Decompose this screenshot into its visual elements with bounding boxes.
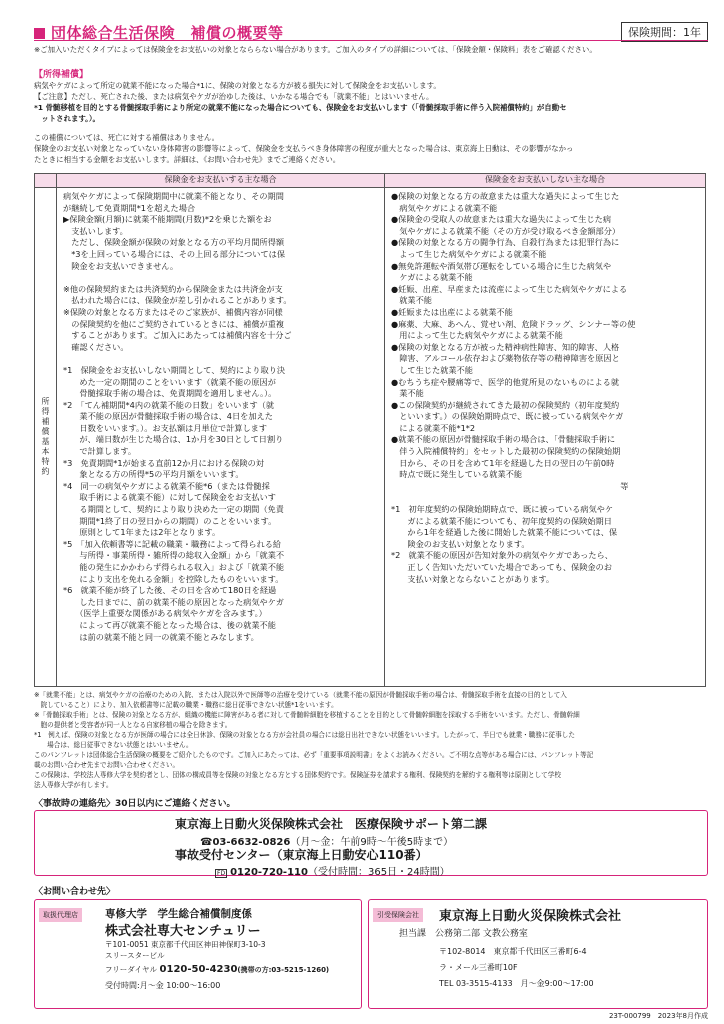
left-line: 取手術による就業不能）に対して保険金をお支払いす	[63, 492, 276, 503]
footnote-line: 場合は、総日従事できない状態とはいいません。	[34, 741, 193, 749]
left-line: の保険契約を他にご契約されているときには、補償が重複	[63, 318, 285, 329]
right-line: 険金のお支払い対象となります。	[391, 538, 530, 549]
left-line: る期間として、契約により取り決めた一定の期間（免責	[63, 504, 284, 515]
insurer-address: 〒102-8014 東京都千代田区三番町6-4	[439, 947, 587, 956]
page-title-text: 団体総合生活保険 補償の概要等	[51, 24, 284, 42]
left-line: が、端日数が生じた場合は、1か月を30日として日割り	[63, 434, 284, 445]
right-line: して生じた就業不能	[391, 364, 473, 375]
right-line: 支払い対象とならないことがあります。	[391, 573, 555, 584]
table-corner	[35, 174, 57, 188]
insurer-dept: 公務第二部 文教公務室	[435, 929, 528, 939]
right-line: 障害、アルコール依存および薬物依存等の精神障害を原因と	[391, 353, 620, 364]
left-line: *2 「てん補期間*4内の就業不能の日数」をいいます（就	[63, 399, 275, 410]
left-line: *3を上回っている場合には、その上回る部分については保	[63, 248, 286, 259]
accident-free-row	[215, 863, 450, 878]
right-line: 等	[391, 480, 629, 491]
footnote-line: 法人専修大学が有します。	[34, 781, 113, 789]
left-line: ※他の保険契約または共済契約から保険金または共済金が支	[63, 283, 283, 294]
right-line: ガによる就業不能についても、初年度契約の保険始期日	[391, 515, 612, 526]
left-line: *6 就業不能が終了した後、その日を含めて180日を経過	[63, 585, 277, 596]
left-line: により支出を免れる金額」を控除したものをいいます。	[63, 573, 284, 584]
accident-center: 事故受付センター（東京海上日動安心110番）	[175, 848, 428, 862]
left-line: によって再び就業不能となった場合は、後の就業不能	[63, 619, 276, 630]
left-line: 確認ください。	[63, 341, 129, 352]
insurer-company: 東京海上日動火災保険株式会社	[439, 909, 622, 924]
desc-line: 病気やケガによって所定の就業不能になった場合*1に、保険の対象となる方が被る損失に対して保険金をお支払いします。	[34, 81, 441, 90]
left-line: 日数をいいます。）。お支払額は月単位で計算します	[63, 422, 268, 433]
left-line: 支払いします。	[63, 225, 128, 236]
insurer-tel[interactable]: TEL 03-3515-4133 月～金9:00～17:00	[439, 979, 594, 988]
right-line: ●妊娠、出産、早産または流産によって生じた病気やケガによる	[391, 283, 628, 294]
left-line: 払われた場合には、保険金が差し引かれることがあります。	[63, 295, 292, 306]
right-line: 正しく告知いただいていた場合であっても、保険金のお	[391, 562, 612, 572]
agent-phone-row	[105, 964, 329, 975]
left-line: 骨髄採取手術の場合は、免責期間を適用しません。）。	[63, 388, 277, 399]
left-line	[63, 353, 378, 365]
desc-line: この補償については、死亡に対する補償はありません。	[34, 133, 220, 142]
title-divider	[34, 40, 708, 41]
left-line: *4 同一の病気やケガによる就業不能*6（または骨髄採	[63, 480, 270, 491]
left-line: 象となる方の所得*5の平均月額をいいます。	[63, 469, 244, 480]
intro-text: ※ご加入いただくタイプによっては保険金をお支払いの対象となららない場合があります。ご加入のタイプの詳細については、「保険金額・保険料」表をご確認ください。	[34, 45, 597, 54]
agent-mobile[interactable]: (携帯の方:03-5215-1260)	[237, 966, 330, 974]
side-label: 所得補償基本特約	[35, 188, 57, 687]
footnote-line: *1 例えば、保険の対象となる方が医師の場合には全日休診、保険の対象となる方が会社員の場合には総日出社できない状態をいいます。したがって、半日でも就業・職務に従事した	[34, 731, 575, 739]
left-line: が継続して免責期間*1を超えた場合	[63, 202, 196, 213]
desc-line: ットされます。）。	[34, 114, 100, 123]
freedial-label: フリーダイヤル	[105, 965, 157, 974]
left-line: することがあります。ご加入にあたっては補償内容を十分ご	[63, 330, 292, 341]
right-line: *2 就業不能の原因が告知対象外の病気やケガであったら、	[391, 550, 613, 561]
inquiry-heading: 〈お問い合わせ先〉	[34, 887, 116, 897]
agent-box	[34, 899, 362, 1009]
right-line: といいます。）の保険始期時点で、既に被っている病気やケガ	[391, 411, 624, 422]
left-line: 期間*1終了日の翌日からの期間）のことをいいます。	[63, 515, 277, 526]
left-line: した日までに、前の就業不能の原因となった病気やケガ	[63, 596, 284, 607]
accident-company: 東京海上日動火災保険株式会社 医療保険サポート第二課	[175, 817, 488, 831]
insurer-dept-row	[399, 926, 528, 939]
right-line: ●麻薬、大麻、あへん、覚せい剤、危険ドラッグ、シンナー等の使	[391, 318, 636, 329]
agent-address: 〒101-0051 東京都千代田区神田神保町3-10-3	[105, 940, 266, 949]
footnotes	[34, 690, 708, 790]
section-title: 【所得補償】	[34, 70, 89, 80]
right-line: ケガによる就業不能	[391, 272, 473, 283]
left-line: めた一定の期間のことをいいます（就業不能の原因が	[63, 376, 276, 387]
footnote-line: 院していること）により、加入依頼書等に記載の職業・職務に総日従事できない状態*1をいいます。	[34, 701, 338, 709]
square-icon	[34, 28, 45, 39]
left-line: （医学上重要な関係がある病気やケガを含みます。）	[63, 608, 267, 619]
left-line: ※保険の対象となる方またはそのご家族が、補償内容が同様	[63, 306, 283, 317]
nopay-cases-cell	[385, 188, 706, 687]
right-line: ●妊娠または出産による就業不能	[391, 306, 513, 317]
desc-line	[34, 124, 708, 132]
right-line: ●保険の対象となる方が被った精神病性障害、知的障害、人格	[391, 341, 620, 352]
left-line: *1 保険金をお支払いしない期間として、契約により取り決	[63, 364, 286, 375]
insurer-dept-label: 担当課	[399, 929, 427, 939]
insurer-box	[368, 899, 708, 1009]
right-line	[391, 492, 699, 504]
right-line: 用によって生じた病気やケガによる就業不能	[391, 330, 563, 341]
right-line: ●保険金の受取人の故意または重大な過失によって生じた病	[391, 214, 612, 225]
right-line: による就業不能*1*2	[391, 422, 476, 433]
left-line: 業不能の原因が骨髄採取手術の場合は、4日を加えた	[63, 411, 273, 422]
right-line: 就業不能	[391, 295, 432, 306]
insurer-tag: 引受保険会社	[373, 908, 423, 922]
left-line: ▶保険金額(月額)に就業不能期間(月数)*2を乗じた額をお	[63, 214, 272, 225]
agent-building: スリースタービル	[105, 951, 165, 960]
footnote-line: この保険は、学校法人専修大学を契約者とし、団体の構成員等を保険の対象となる方とする団体契約です。保険証券を請求する権利、保険契約を解約する権利等は原則として学校	[34, 771, 561, 779]
accident-hours2: （受付時間：365日・24時間）	[307, 867, 450, 878]
agent-freephone[interactable]: 0120-50-4230	[159, 964, 238, 975]
right-line: 時点で既に発生している就業不能	[391, 469, 523, 480]
insurer-building: ラ・メール三番町10F	[439, 963, 518, 972]
col-header-nopay: 保険金をお支払いしない主な場合	[385, 174, 706, 188]
footnote-line: ※「骨髄採取手術」とは、保険の対象となる方が、組織の機能に障害がある者に対して骨髄幹細胞を移植することを目的として骨髄幹細胞を採取する手術をいいます。ただし、骨髄幹細	[34, 711, 580, 719]
right-line: ●就業不能の原因が骨髄採取手術の場合は、「骨髄採取手術に	[391, 434, 616, 445]
coverage-table	[34, 173, 706, 687]
right-line: から1年を経過した後に開始した就業不能については、保	[391, 527, 618, 538]
pay-cases-cell	[57, 188, 385, 687]
right-line: 業不能	[391, 388, 424, 399]
footnote-line: 載のお問い合わせ先までお問い合わせください。	[34, 761, 180, 769]
left-line: は前の就業不能と同一の就業不能とみなします。	[63, 631, 259, 642]
desc-line: 保険金のお支払い対象となっていない身体障害の影響等によって、保険金を支払うべき身体障害の程度が重大となった場合は、東京海上日動は、その影響がなかっ	[34, 144, 574, 153]
desc-line: 【ご注意】ただし、死亡された後、または病気やケガが治ゆした後は、いかなる場合でも「就業不能」とはいいません。	[34, 92, 434, 101]
left-line: *3 免責期間*1が始まる直前12か月における保険の対	[63, 457, 264, 468]
right-line: 気やケガによる就業不能（その方が受け取るべき金額部分）	[391, 225, 621, 236]
right-line: *1 初年度契約の保険始期時点で、既に被っている病気やケ	[391, 504, 614, 515]
left-line: *5 「加入依頼書等に記載の職業・職務によって得られる給	[63, 538, 282, 549]
footnote-line: ※「就業不能」とは、病気やケガの治療のための入院、または入院以外で医師等の治療を受けている（就業不能の原因が骨髄採取手術の場合は、骨髄採取手術を直接の目的として入	[34, 691, 567, 699]
left-line: 病気やケガによって保険期間中に就業不能となり、その期間	[63, 191, 284, 201]
right-line: ●むちうち症や腰痛等で、医学的他覚所見のないものによる就	[391, 376, 620, 387]
accident-hours: （月～金：午前9時～午後5時まで）	[290, 837, 454, 848]
accident-freephone[interactable]: 0120-720-110	[230, 867, 308, 878]
right-line: ●保険の対象となる方の闘争行為、自殺行為または犯罪行為に	[391, 237, 620, 248]
footnote-line: 胞の提供者と受容者が同一人となる自家移植の場合を除きます。	[34, 721, 232, 729]
right-line: 伴う入院補償特約」をセットした最初の保険契約の保険始期	[391, 446, 621, 457]
right-line: ●保険の対象となる方の故意または重大な過失によって生じた	[391, 191, 620, 201]
left-line: 与所得・事業所得・雑所得の総収入金額」から「就業不	[63, 550, 285, 561]
footnote-line: このパンフレットは団体総合生活保険の概要をご紹介したものです。ご加入にあたっては、必ず「重要事項説明書」をよくお読みください。ご不明な点等がある場合には、パンフレット等記	[34, 751, 594, 759]
left-line: 原則として1年または2年となります。	[63, 527, 221, 538]
desc-line: たときに相当する金額をお支払いします。詳細は、《お問い合わせ先》までご連絡ください。	[34, 155, 341, 164]
left-line: で計算します。	[63, 446, 137, 457]
agent-dept: 専修大学 学生総合補償制度係	[105, 908, 252, 920]
right-line: 日から、その日を含めて1年を経過した日の翌日の午前0時	[391, 457, 615, 468]
document-code: 23T-000799 2023年8月作成	[608, 1012, 708, 1020]
period-badge: 保険期間：1年	[621, 22, 708, 42]
freedial-icon: FD	[217, 870, 226, 877]
accident-heading: 〈事故時の連絡先〉30日以内にご連絡ください。	[34, 799, 236, 809]
right-line: よって生じた病気やケガによる就業不能	[391, 248, 547, 259]
agent-tag: 取扱代理店	[39, 908, 82, 922]
right-line: 病気やケガによる就業不能	[391, 202, 498, 213]
left-line: 能の発生にかかわらず得られる収入」および「就業不能	[63, 562, 285, 572]
accident-phone[interactable]: ☎03-6632-0826	[200, 837, 291, 848]
left-line: ただし、保険金額が保険の対象となる方の平均月間所得額	[63, 237, 285, 248]
desc-line: *1 骨髄移植を目的とする骨髄採取手術により所定の就業不能になった場合についても、保険金をお支払いします（「骨髄採取手術に伴う入院補償特約」が自動セ	[34, 103, 567, 112]
right-line: ●この保険契約が継続されてきた最初の保険契約（初年度契約	[391, 399, 620, 410]
left-line	[63, 272, 378, 284]
col-header-pay: 保険金をお支払いする主な場合	[57, 174, 385, 188]
agent-company: 株式会社専大センチュリー	[105, 924, 261, 939]
left-line: 険金をお支払いできません。	[63, 260, 179, 271]
accident-box	[34, 810, 708, 876]
right-line: ●無免許運転や酒気帯び運転をしている場合に生じた病気や	[391, 260, 612, 271]
description-block	[34, 80, 708, 165]
agent-hours: 受付時間:月～金 10:00～16:00	[105, 981, 221, 990]
